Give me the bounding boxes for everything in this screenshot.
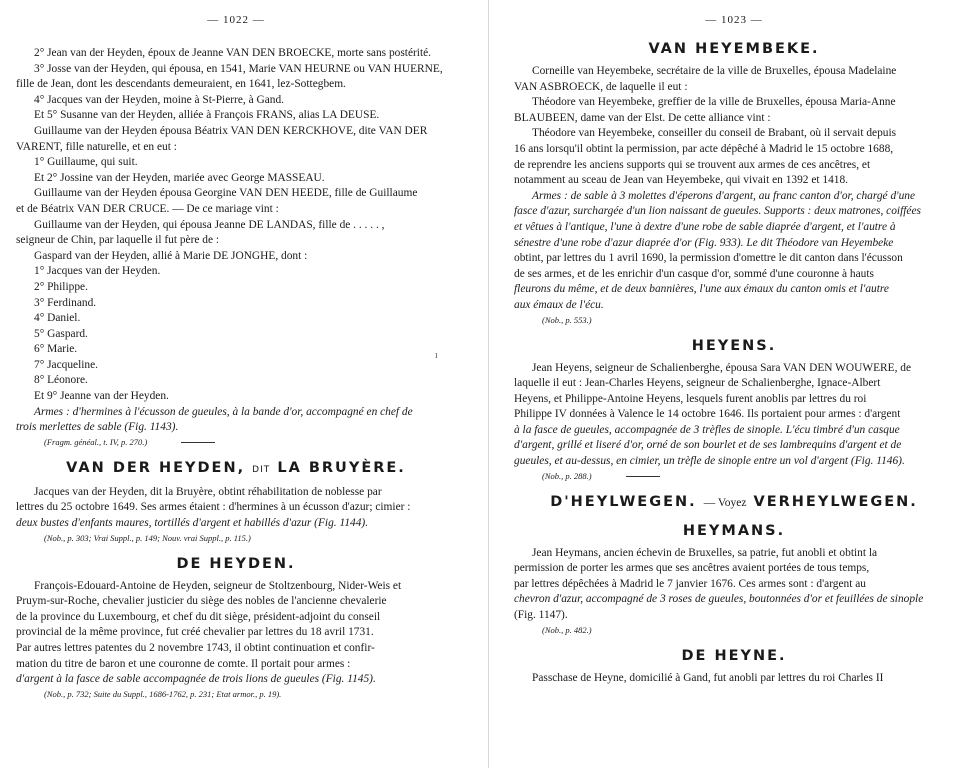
text-line: 5° Gaspard. — [34, 327, 88, 340]
text-line: François-Edouard-Antoine de Heyden, seigneur de Stoltzenbourg, Nider-Weis et — [34, 579, 402, 592]
source-reference: (Fragm. généal., t. IV, p. 270.) — [44, 436, 148, 447]
text-line: permission de porter les armes que ses ancêtres avaient portées de tous temps, — [514, 562, 870, 575]
text-line: BLAUBEEN, dame van der Elst. De cette alliance vint : — [514, 111, 771, 124]
text-line: Pruym-sur-Roche, chevalier justicier du siège des nobles de l'ancienne chevalerie — [16, 595, 387, 608]
text-line: Passchase de Heyne, domicilié à Gand, fut anobli par lettres du roi Charles II — [532, 671, 884, 684]
text-line: provincial de la même province, fut créé chevalier par lettres du 18 avril 1731. — [16, 626, 374, 639]
text-line: Guillaume van der Heyden, qui épousa Jeanne DE LANDAS, fille de . . . . . , — [34, 218, 385, 231]
text-line: 6° Marie. — [34, 343, 78, 356]
arms-line: fleurons du même, et de deux bannières, l'une aux émaux du canton omis et l'autre — [514, 283, 889, 296]
arms-line: fasce d'azur, surchargée d'un lion naissant de gueules. Supports : deux matrones, coiffées — [514, 205, 921, 218]
text-line: par lettres dépêchées à Madrid le 7 janvier 1676. Ces armes sont : d'argent au — [514, 577, 866, 590]
arms-line: chevron d'azur, accompagné de 3 roses de gueules, boutonnées d'or et feuillées de sinople — [514, 593, 924, 606]
source-reference: (Nob., p. 553.) — [542, 314, 592, 325]
section-heading — [514, 493, 954, 512]
separator-rule — [181, 442, 215, 443]
heading-rest: LA BRUYÈRE. — [277, 459, 406, 476]
arms-line: trois merlettes de sable (Fig. 1143). — [16, 421, 179, 434]
arms-line: d'argent, grillé et liseré d'or, orné de son bourlet et de ses lambrequins d'argent et de — [514, 439, 902, 452]
text-line: Heyens, et Philippe-Antoine Heyens, lesquels furent anoblis par lettres du roi — [514, 392, 867, 405]
arms-line: sénestre d'une robe d'azur diaprée d'or (Fig. 933). Le dit Théodore van Heyembeke — [514, 236, 894, 249]
text-line: Corneille van Heyembeke, secrétaire de la ville de Bruxelles, épousa Madelaine — [532, 65, 897, 77]
text-line: Gaspard van der Heyden, allié à Marie DE JONGHE, dont : — [34, 249, 308, 262]
page-number: — 1023 — — [705, 14, 763, 26]
source-reference: (Nob., p. 732; Suite du Suppl., 1686-1762, p. 231; Etat armor., p. 19). — [44, 688, 282, 699]
text-line: laquelle il eut : Jean-Charles Heyens, seigneur de Schalienberghe, Ignace-Albert — [514, 377, 881, 390]
text-line: 16 ans lorsqu'il obtint la permission, par acte dépêché à Madrid le 15 octobre 1688, — [514, 142, 894, 155]
arms-line: à la fasce de gueules, accompagnée de 3 trèfles de sinople. L'écu timbré d'un casque — [514, 423, 900, 436]
source-reference: (Nob., p. 482.) — [542, 624, 592, 635]
margin-mark: ı — [435, 350, 438, 361]
text-line: Philippe IV données à Valence le 14 octobre 1646. Ils portaient pour armes : d'argent — [514, 408, 901, 421]
arms-line: Armes : de sable à 3 molettes d'éperons d'argent, au franc canton d'or, chargé d'une — [532, 189, 916, 202]
text-line: 7° Jacqueline. — [34, 358, 99, 371]
text-line: Guillaume van der Heyden épousa Béatrix VAN DEN KERCKHOVE, dite VAN DER — [34, 124, 428, 137]
text-line: Jacques van der Heyden, dit la Bruyère, obtint réhabilitation de noblesse par — [34, 485, 382, 498]
source-reference: (Nob., p. 288.) — [542, 470, 592, 481]
text-line: mation du titre de baron et une couronne de comte. Il portait pour armes : — [16, 657, 351, 670]
page-gutter — [488, 0, 489, 768]
separator-rule — [626, 476, 660, 477]
arms-line: aux émaux de l'écu. — [514, 298, 604, 311]
text-line: VAN ASBROECK, de laquelle il eut : — [514, 80, 688, 93]
text-line: VARENT, fille naturelle, et en eut : — [16, 140, 177, 153]
text-line: Théodore van Heyembeke, greffier de la ville de Bruxelles, épousa Maria-Anne — [532, 96, 896, 109]
arms-line: Armes : d'hermines à l'écusson de gueules, à la bande d'or, accompagné en chef de — [34, 405, 413, 418]
heading-rest: VERHEYLWEGEN. — [753, 493, 918, 510]
text-line: Et 2° Jossine van der Heyden, mariée avec George MASSEAU. — [34, 171, 325, 184]
section-heading: HEYMANS. — [682, 522, 786, 539]
text-line: deux bustes d'enfants maures, tortillés d'argent et habillés d'azur (Fig. 1144). — [16, 517, 369, 530]
text-line: lettres du 25 octobre 1649. Ses armes étaient : d'hermines à un écusson d'azur; cimier : — [16, 501, 411, 514]
source-reference: (Nob., p. 303; Vrai Suppl., p. 149; Nouv. vrai Suppl., p. 115.) — [44, 532, 251, 543]
text-line: 4° Jacques van der Heyden, moine à St-Pierre, à Gand. — [34, 93, 285, 106]
text-line: de ses armes, et de les enrichir d'un casque d'or, sommé d'une couronne à hauts — [514, 267, 874, 280]
text-line: Théodore van Heyembeke, conseiller du conseil de Brabant, où il servait depuis — [532, 127, 897, 140]
text-line: (Fig. 1147). — [514, 609, 568, 622]
section-heading: DE HEYDEN. — [176, 555, 296, 572]
text-line: 4° Daniel. — [34, 312, 81, 325]
text-line: 3° Josse van der Heyden, qui épousa, en 1541, Marie VAN HEURNE ou VAN HUERNE, — [34, 62, 443, 75]
heading-main: VAN DER HEYDEN, — [66, 459, 246, 476]
text-line: fille de Jean, dont les descendants demeuraient, en 1641, lez-Sottegbem. — [16, 78, 346, 91]
text-line: de la province du Luxembourg, et chef du dit siège, président-adjoint du conseil — [16, 610, 381, 623]
section-heading: HEYENS. — [691, 337, 777, 354]
text-line: Et 5° Susanne van der Heyden, alliée à François FRANS, alias LA DEUSE. — [34, 109, 380, 122]
text-line: seigneur de Chin, par laquelle il fut père de : — [16, 234, 220, 247]
text-line: 8° Léonore. — [34, 374, 88, 387]
section-heading — [16, 459, 456, 479]
text-line: 2° Jean van der Heyden, époux de Jeanne VAN DEN BROECKE, morte sans postérité. — [34, 47, 432, 59]
text-line: Jean Heyens, seigneur de Schalienberghe, épousa Sara VAN DEN WOUWERE, de — [532, 361, 912, 374]
heading-voyez: — Voyez — [703, 496, 747, 509]
heading-dit: DIT — [252, 464, 271, 475]
heading-main: D'HEYLWEGEN. — [550, 493, 697, 510]
text-line: 2° Philippe. — [34, 280, 88, 293]
page-content — [514, 40, 954, 686]
section-heading: DE HEYNE. — [681, 647, 787, 664]
text-line: notamment au sceau de Jean van Heyembeke, qui vivait en 1392 et 1418. — [514, 174, 849, 187]
page-number: — 1022 — — [207, 14, 265, 26]
arms-line: et vêtues à l'antique, l'une à dextre d'une robe de sable diaprée d'argent, et l'autre à — [514, 220, 896, 233]
text-line: Jean Heymans, ancien échevin de Bruxelles, sa patrie, fut anobli et obtint la — [532, 546, 878, 559]
text-line: Guillaume van der Heyden épousa Georgine VAN DEN HEEDE, fille de Guillaume — [34, 187, 418, 200]
page-content — [16, 46, 456, 701]
text-line: 1° Guillaume, qui suit. — [34, 156, 138, 169]
text-line: et de Béatrix VAN DER CRUCE. — De ce mariage vint : — [16, 202, 279, 215]
arms-line: gueules, et au-dessus, en cimier, un trèfle de sinople entre un vol d'argent (Fig. 1146). — [514, 455, 905, 468]
text-line: obtint, par lettres du 1 avril 1690, la permission d'omettre le dit canton dans l'écusson — [514, 252, 903, 265]
text-line: de reprendre les anciens supports qui se trouvent aux armes de ces ancêtres, et — [514, 158, 871, 171]
text-line: 1° Jacques van der Heyden. — [34, 265, 161, 278]
text-line: 3° Ferdinand. — [34, 296, 97, 309]
text-line: Et 9° Jeanne van der Heyden. — [34, 390, 169, 403]
section-heading: VAN HEYEMBEKE. — [648, 41, 820, 57]
text-line: d'argent à la fasce de sable accompagnée de trois lions de gueules (Fig. 1145). — [16, 673, 376, 686]
text-line: Par autres lettres patentes du 2 novembre 1743, il obtint continuation et confir- — [16, 642, 375, 654]
